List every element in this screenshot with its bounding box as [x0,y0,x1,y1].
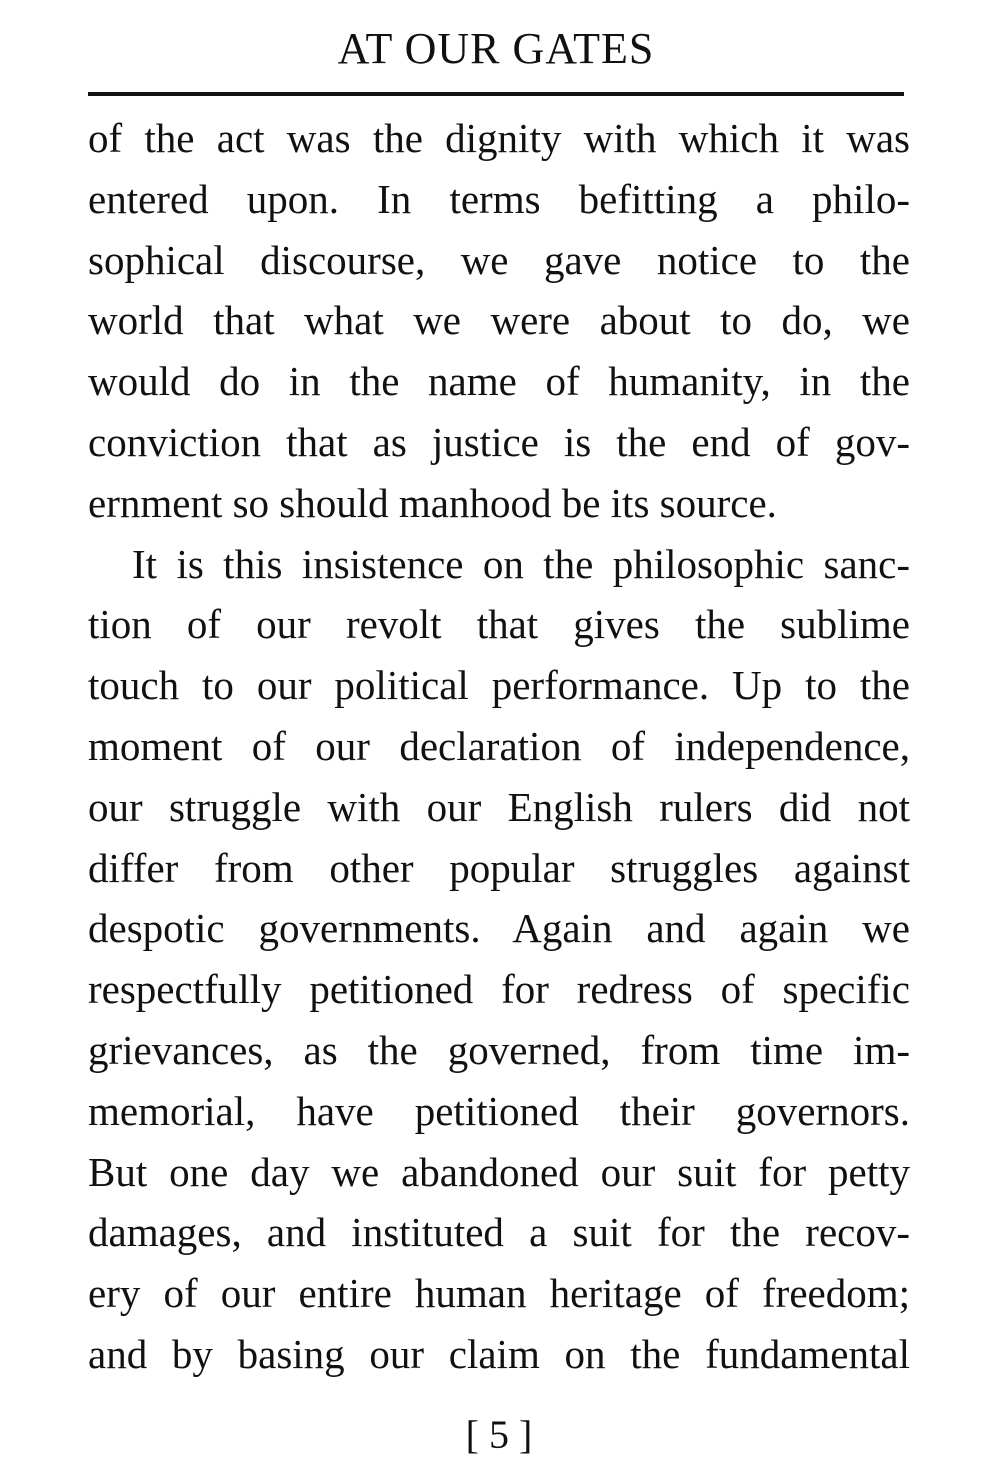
text-line: grievances, as the governed, from time im- [88,1026,910,1073]
text-line: differ from other popular struggles against [88,844,910,891]
text-line: memorial, have petitioned their governors. [88,1087,910,1134]
text-line: ery of our entire human heritage of freedom; [88,1270,910,1317]
text-line: tion of our revolt that gives the sublime [88,601,910,648]
text-line: entered upon. In terms befitting a philo- [88,175,910,222]
header-rule [88,92,904,96]
text-line: ernment so should manhood be its source. [88,479,777,526]
text-line: respectfully petitioned for redress of specific [88,966,910,1013]
text-line: damages, and instituted a suit for the recov- [88,1209,910,1256]
text-line: It is this insistence on the philosophic sanc- [132,540,910,587]
text-line: and by basing our claim on the fundamental [88,1330,910,1377]
text-line: sophical discourse, we gave notice to the [88,236,910,283]
text-line: world that what we were about to do, we [88,297,910,344]
body-text [88,108,910,1385]
text-line: of the act was the dignity with which it was [88,115,910,161]
text-line: But one day we abandoned our suit for petty [88,1148,910,1195]
running-head: AT OUR GATES [337,24,655,73]
text-line: despotic governments. Again and again we [88,905,910,952]
text-line: conviction that as justice is the end of gov- [88,418,910,465]
text-line: our struggle with our English rulers did not [88,783,910,830]
text-line: would do in the name of humanity, in the [88,358,910,405]
page-number: [ 5 ] [465,1412,533,1457]
text-line: touch to our political performance. Up to the [88,662,910,709]
text-line: moment of our declaration of independence, [88,722,910,769]
